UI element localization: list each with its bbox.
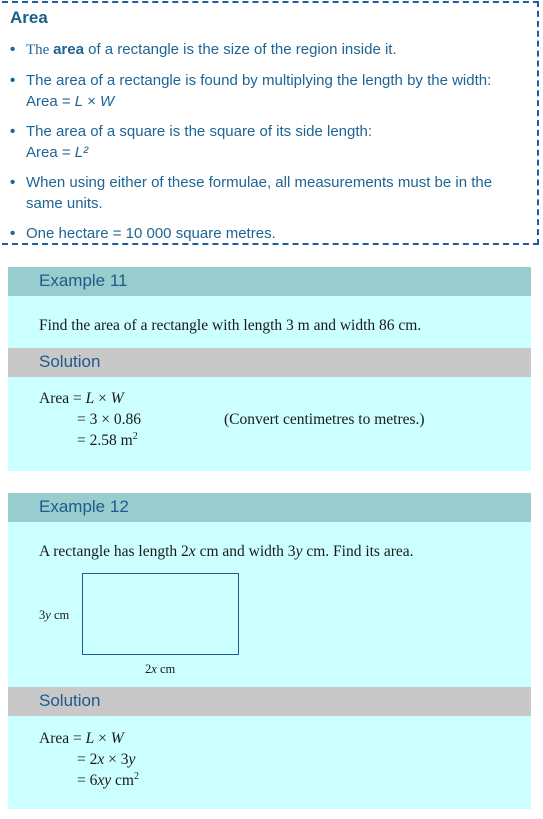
bullet-icon: • — [10, 225, 16, 242]
solution-title: Solution — [39, 352, 101, 371]
solution-line: = 2x × 3y — [77, 751, 136, 768]
formula: Area = L × W — [26, 93, 115, 110]
bottom-label: 2x cm — [145, 662, 176, 676]
list-item: • The area of a rectangle is the size of the region inside it. — [10, 41, 397, 58]
key-points-list — [10, 39, 528, 253]
list-item: • The area of a square is the square of its side length: Area = L² — [10, 121, 528, 163]
solution-header — [8, 348, 531, 377]
example-12-panel — [8, 493, 531, 809]
solution-line: Area = L × W — [39, 390, 124, 407]
example-11-title: Example 11 — [39, 271, 128, 290]
example-12-question: A rectangle has length 2x cm and width 3y cm. Find its area. — [39, 543, 414, 560]
formula: Area = L² — [26, 144, 89, 161]
side-label: 3y cm — [39, 608, 70, 622]
key-points-box — [2, 1, 539, 245]
bullet-icon: • — [10, 174, 16, 191]
example-12-header — [8, 493, 531, 522]
bullet-icon: • — [10, 72, 16, 89]
solution-line: Area = L × W — [39, 730, 124, 747]
solution-note: (Convert centimetres to metres.) — [224, 411, 425, 428]
list-item: • When using either of these formulae, all measurements must be in the same units. — [10, 174, 493, 212]
example-11-question: Find the area of a rectangle with length 3 m and width 86 cm. — [39, 317, 422, 334]
bullet-icon: • — [10, 123, 16, 140]
list-item: • The area of a rectangle is found by multiplying the length by the width: Area = L × W — [10, 70, 528, 112]
bold-term: area — [53, 41, 84, 58]
solution-line: = 2.58 $m^2$ — [77, 431, 138, 450]
solution-header — [8, 687, 531, 716]
example-12-title: Example 12 — [39, 497, 129, 516]
rectangle-diagram — [82, 573, 239, 655]
box-title: Area — [10, 8, 48, 27]
solution-line: = 6xy $cm^2$ — [77, 771, 139, 790]
bullet-icon: • — [10, 41, 16, 58]
example-11-panel — [8, 267, 531, 471]
solution-line: = 3 × 0.86 — [77, 411, 141, 428]
list-item: • One hectare = 10 000 square metres. — [10, 225, 276, 242]
solution-title: Solution — [39, 691, 101, 710]
example-11-header — [8, 267, 531, 296]
